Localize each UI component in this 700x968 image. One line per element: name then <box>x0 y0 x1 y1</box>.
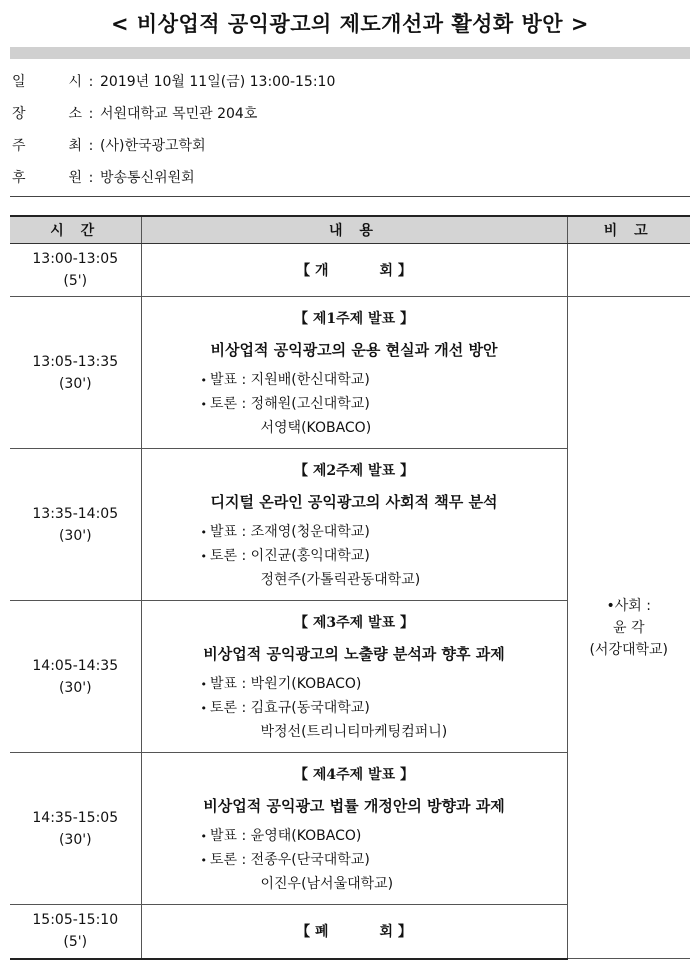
bracket-open: 【 <box>296 924 311 941</box>
moderator-role <box>569 595 690 617</box>
time-cell <box>10 601 141 753</box>
info-separator: : <box>88 170 94 186</box>
time-range: 15:05-15:10 <box>32 912 119 929</box>
time-duration: (5') <box>63 273 88 289</box>
session-content <box>141 753 567 905</box>
info-row-venue <box>12 102 692 134</box>
info-label-char: 장 <box>12 106 26 122</box>
info-row-host <box>12 134 692 166</box>
table-row-session-1 <box>10 297 690 449</box>
info-label-char: 일 <box>12 74 26 90</box>
presenter-line <box>143 824 566 848</box>
discussant-line-2: 서영택(KOBACO) <box>260 419 372 436</box>
info-label <box>12 102 82 134</box>
table-row-opening <box>10 244 690 297</box>
presenter: 발표 : 지원배(한신대학교) <box>210 371 370 388</box>
session-content <box>141 449 567 601</box>
time-duration: (30') <box>58 375 92 392</box>
info-row-sponsor <box>12 166 692 198</box>
time-cell <box>10 244 141 297</box>
time-duration: (30') <box>58 679 92 696</box>
time-cell <box>10 449 141 601</box>
section-divider <box>10 196 690 197</box>
info-label-char: 시 <box>68 74 82 90</box>
info-label <box>12 70 82 102</box>
info-label <box>12 166 82 198</box>
title-underline-bar <box>10 47 690 59</box>
bracket-close: 】 <box>397 924 412 941</box>
discussant: 토론 : 이진균(홍익대학교) <box>210 547 370 564</box>
info-label-char: 주 <box>12 138 26 154</box>
discussant-line-2: 이진우(남서울대학교) <box>260 875 394 892</box>
page-title: < 비상업적 공익광고의 제도개선과 활성화 방안 > <box>111 12 589 36</box>
presenter: 발표 : 조재영(청운대학교) <box>210 523 370 540</box>
opening-ceremony <box>141 244 567 297</box>
bullet: • <box>200 829 207 843</box>
ceremony-char: 회 <box>379 924 393 941</box>
time-range: 13:05-13:35 <box>32 353 119 370</box>
info-value: 2019년 10월 11일(금) 13:00-15:10 <box>100 74 336 90</box>
time-duration: (30') <box>58 527 92 544</box>
bullet: • <box>200 677 207 691</box>
session-content <box>141 601 567 753</box>
topic-label: 【 제4주제 발표 】 <box>294 766 414 783</box>
header-time: 시 간 <box>10 216 141 244</box>
discussant-line-2: 정현주(가톨릭관동대학교) <box>260 571 421 588</box>
presenter-line <box>143 672 566 696</box>
note-cell-moderator <box>567 297 690 959</box>
info-value: (사)한국광고학회 <box>100 138 206 154</box>
time-range: 13:00-13:05 <box>32 251 119 267</box>
note-cell-empty <box>567 244 690 297</box>
topic-label: 【 제2주제 발표 】 <box>294 462 414 479</box>
session-title: 디지털 온라인 공익광고의 사회적 책무 분석 <box>210 492 498 511</box>
discussant-line <box>143 392 566 416</box>
time-cell <box>10 905 141 959</box>
bullet: • <box>200 525 207 539</box>
session-title: 비상업적 공익광고 법률 개정안의 방향과 과제 <box>203 796 505 815</box>
time-duration: (5') <box>63 934 88 951</box>
presenter-line <box>143 520 566 544</box>
info-label-char: 최 <box>68 138 82 154</box>
info-separator: : <box>88 74 94 90</box>
bracket-open: 【 <box>296 263 311 279</box>
bullet: • <box>200 853 207 867</box>
closing-ceremony <box>141 905 567 959</box>
topic-label: 【 제1주제 발표 】 <box>294 310 414 327</box>
header-note: 비 고 <box>567 216 690 244</box>
ceremony-char: 회 <box>379 263 393 279</box>
session-title: 비상업적 공익광고의 운용 현실과 개선 방안 <box>210 340 498 359</box>
event-info <box>12 70 692 198</box>
info-separator: : <box>88 106 94 122</box>
ceremony-char: 개 <box>315 263 329 279</box>
time-cell <box>10 753 141 905</box>
info-value: 방송통신위원회 <box>100 170 195 186</box>
time-range: 14:35-15:05 <box>32 809 119 826</box>
discussant: 토론 : 전종우(단국대학교) <box>210 851 370 868</box>
presenter: 발표 : 윤영태(KOBACO) <box>210 827 362 844</box>
moderator-role-text: 사회 : <box>614 597 651 614</box>
discussant-line <box>143 848 566 872</box>
bullet: • <box>200 397 207 411</box>
time-duration: (30') <box>58 831 92 848</box>
info-label-char: 소 <box>68 106 82 122</box>
discussant-line-2: 박정선(트리니티마케팅컴퍼니) <box>260 723 448 740</box>
moderator-affiliation: (서강대학교) <box>589 641 669 658</box>
time-range: 13:35-14:05 <box>32 505 119 522</box>
bullet: • <box>200 549 207 563</box>
discussant: 토론 : 김효규(동국대학교) <box>210 699 370 716</box>
bullet: • <box>200 373 207 387</box>
discussant-line <box>143 544 566 568</box>
info-row-date <box>12 70 692 102</box>
moderator-name: 윤 각 <box>613 619 645 636</box>
topic-label: 【 제3주제 발표 】 <box>294 614 414 631</box>
session-title: 비상업적 공익광고의 노출량 분석과 향후 과제 <box>203 644 505 663</box>
bullet: • <box>200 701 207 715</box>
bracket-close: 】 <box>397 263 412 279</box>
table-header-row <box>10 216 690 244</box>
time-cell <box>10 297 141 449</box>
schedule-table <box>10 215 690 960</box>
presenter-line <box>143 368 566 392</box>
discussant: 토론 : 정해원(고신대학교) <box>210 395 370 412</box>
ceremony-word <box>315 260 393 280</box>
ceremony-word <box>315 921 393 941</box>
ceremony-char: 폐 <box>315 924 329 941</box>
info-value: 서원대학교 목민관 204호 <box>100 106 258 122</box>
presenter: 발표 : 박원기(KOBACO) <box>210 675 362 692</box>
info-separator: : <box>88 138 94 154</box>
bullet: • <box>606 597 615 614</box>
info-label-char: 원 <box>68 170 82 186</box>
time-range: 14:05-14:35 <box>32 657 119 674</box>
header-content: 내 용 <box>141 216 567 244</box>
info-label-char: 후 <box>12 170 26 186</box>
session-content <box>141 297 567 449</box>
info-label <box>12 134 82 166</box>
discussant-line <box>143 696 566 720</box>
